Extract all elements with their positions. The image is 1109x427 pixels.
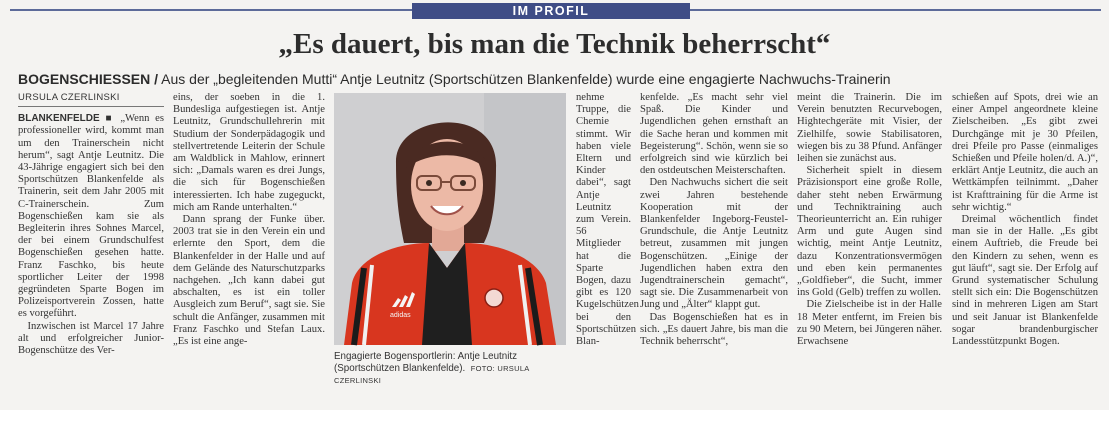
article-column-4 [640, 92, 788, 388]
paragraph-text: „Wenn es professioneller wird, kommt man um den Trainerschein nicht herum“, sagt Antje Leutnitz. Die 43-Jährige engagiert sich bei den Sportschützen Blankenfelde als Trainerin, seit dem Jahr 2005 mit C-Trainerschein. Zum Bogenschießen kam sie als Begleiterin ihres Sohnes Marcel, der bei einem Grundschulfest Bogenschießen gesehen hatte. Franz Faschko, bis heute sportlicher Leiter der 1998 gegründeten Sparte Bogen im Polizeisportverein Zossen, hatte es vorgeführt. [18, 113, 164, 320]
article-column-3 [576, 92, 639, 382]
portrait-illustration [334, 93, 566, 345]
paragraph: Die Zielscheibe ist in der Halle 18 Meter entfernt, im Freien bis zu 90 Metern, bei Jüngeren näher. Erwachsene [797, 299, 942, 348]
page-bottom-margin [0, 410, 1109, 427]
section-banner: IM PROFIL [412, 3, 690, 19]
paragraph: Sicherheit spielt in diesem Präzisionsport eine große Rolle, daher steht neben Erwärmung und Techniktraining auch Theorieunterricht an. Ein ruhiger Arm und gute Augen sind wichtig, meint Antje Leutnitz, dazu Konzentrationsvermögen und eben kein permanentes „Goldfieber“, die Sucht, immer ins Gold (Gelb) treffen zu wollen. [797, 165, 942, 299]
paragraph: schießen auf Spots, drei wie an einer Ampel angeordnete kleine Zielscheiben. „Es gibt zwei Durchgänge mit je 30 Pfeilen, drei Pfeile pro Passe (einmaliges Schießen und Pfeile holen/d. A.)“, erklärt Antje Leutnitz, die auch an Wettkämpfen teilnimmt. „Daher ist Krafttraining für die Arme ist sehr wichtig.“ [952, 92, 1098, 213]
paragraph: kenfelde. „Es macht sehr viel Spaß. Die Kinder und Jugendlichen gehen ernsthaft an die Sache heran und kommen mit Begeisterung“. Schön, wenn sie so erfolgreich sind wie kürzlich bei den ostdeutschen Meisterschaften. [640, 92, 788, 177]
paragraph: Dreimal wöchentlich findet man sie in der Halle. „Es gibt einem Auftrieb, die Freude bei den Kindern zu sehen, wenn es gut läuft“, sagt sie. Der Erfolg auf Grund systematischer Schulung stellt sich ein: Die Bogenschützen sind in mehreren Ligen am Start und seit Januar ist Blankenfelde sogar brandenburgischer Landesstützpunkt Bogen. [952, 214, 1098, 348]
paragraph: nehme Truppe, die Chemie stimmt. Wir haben viele Eltern und Kinder dabei“, sagt Antje Leutnitz zum Verein. 56 Mitglieder hat die Sparte Bogen, dazu gibt es 120 Kugelschützen bei den Sportschützen Blan- [576, 92, 639, 348]
jacket-logo-text: adidas [390, 312, 411, 319]
article-column-2 [173, 92, 325, 382]
dateline: BLANKENFELDE ■ [18, 113, 115, 125]
headline: „Es dauert, bis man die Technik beherrscht“ [278, 28, 831, 60]
paragraph: Inzwischen ist Marcel 17 Jahre alt und erfolgreicher Junior-Bogenschütze des Ver- [18, 320, 164, 357]
author-byline: URSULA CZERLINSKI [18, 92, 164, 107]
paragraph: Den Nachwuchs sichert die seit zwei Jahren bestehende Kooperation mit der Blankenfelder Ingeborg-Feustel-Grundschule, die Antje Leutnitz betreut, zusammen mit jungen Bogenschützen. „Einige der Jugendlichen haben extra den Jugendtrainerschein gemacht“, sagt sie. Die Zusammenarbeit von Jung und „Älter“ klappt gut. [640, 177, 788, 311]
subhead-kicker: BOGENSCHIESSEN / [18, 71, 159, 87]
article-column-6 [952, 92, 1098, 382]
portrait-photo [334, 93, 566, 345]
paragraph: eins, der soeben in die 1. Bundesliga aufgestiegen ist. Antje Leutnitz, Grundschullehrerin mit Studium der Sonderpädagogik und stellvertretende Leiterin der Schule am Waldblick in Mahlow, erinnert sich: „Damals waren es drei Jungs, die sich für Bogenschießen interessierten. Ich habe zugeguckt, mich am Rande unterhalten.“ [173, 92, 325, 213]
article-column-5 [797, 92, 942, 388]
paragraph: Das Bogenschießen hat es in sich. „Es dauert Jahre, bis man die Technik beherrscht“, [640, 311, 788, 348]
article-column-1 [18, 92, 164, 392]
photo-caption [334, 351, 572, 387]
paragraph: Dann sprang der Funke über. 2003 trat sie in den Verein ein und erlernte den Sport, dem die Blankenfelder in der Halle und auf dem Gelände des Naturschutzparks nachgehen. „Ich kann dabei gut abschalten, es ist ein toller Ausgleich zum Beruf“, sagt sie. Sie schult die Anfänger, zusammen mit Franz Faschko und Stefan Laux. „Es ist eine ange- [173, 214, 325, 348]
photo-credit: FOTO: URSULA CZERLINSKI [334, 364, 530, 385]
subhead-text: Aus der „begleitenden Mutti“ Antje Leutnitz (Sportschützen Blankenfelde) wurde eine engagierte Nachwuchs-Trainerin [158, 71, 891, 87]
subhead [18, 70, 1099, 88]
paragraph: meint die Trainerin. Die im Verein benutzten Recurvebogen, Hightechgeräte mit Visier, der Zielhilfe, sowie Stabilisatoren, wiegen bis zu 38 Pfund. Anfänger leihen sie zunächst aus. [797, 92, 942, 165]
caption-text: Engagierte Bogensportlerin: Antje Leutnitz (Sportschützen Blankenfelde). [334, 351, 517, 374]
paragraph [18, 113, 164, 320]
